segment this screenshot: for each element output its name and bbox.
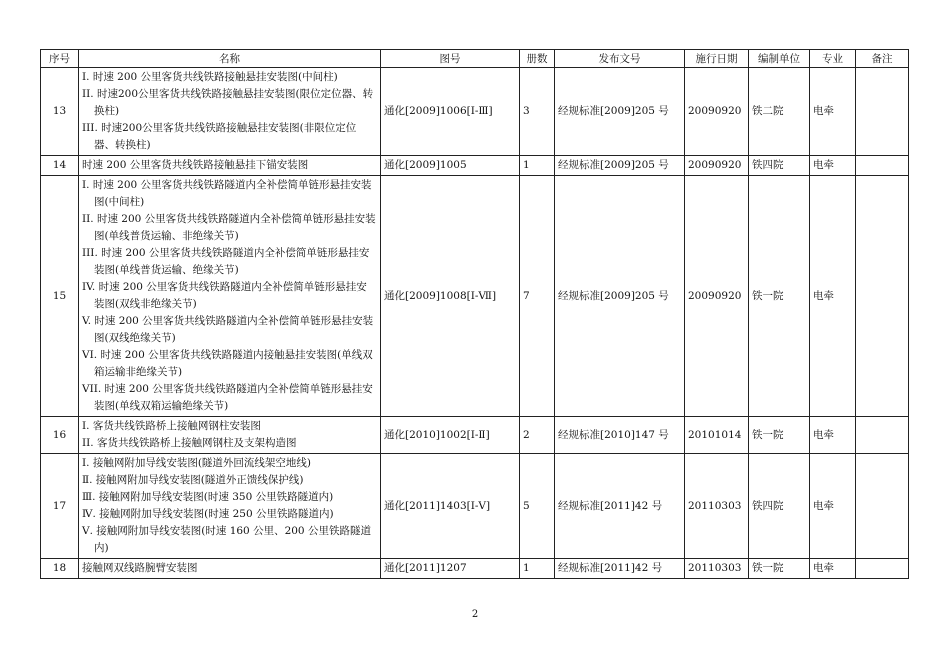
- cell-name: [79, 559, 381, 579]
- cell-doc: 经规标准[2009]205 号: [555, 68, 685, 156]
- cell-no: 18: [41, 559, 79, 579]
- cell-volumes: 5: [520, 454, 555, 559]
- cell-note: [856, 68, 909, 156]
- name-line: 接触网双线路腕臂安装图: [82, 562, 198, 574]
- cell-date: 20090920: [685, 156, 749, 176]
- cell-major: 电牵: [810, 68, 856, 156]
- cell-note: [856, 176, 909, 417]
- cell-drawing: 通化[2011]1403[Ⅰ-Ⅴ]: [381, 454, 520, 559]
- name-line: Ⅴ. 接触网附加导线安装图(时速 160 公里、200 公里铁路隧道内): [82, 525, 371, 554]
- table-row: [41, 176, 909, 417]
- name-line: VII. 时速 200 公里客货共线铁路隧道内全补偿简单链形悬挂安装图(单线双箱运输绝缘关节): [82, 383, 373, 412]
- cell-no: 15: [41, 176, 79, 417]
- cell-volumes: 3: [520, 68, 555, 156]
- cell-doc: 经规标准[2010]147 号: [555, 417, 685, 454]
- name-line: III. 时速 200 公里客货共线铁路隧道内全补偿简单链形悬挂安装图(单线普货运输、绝缘关节): [82, 247, 370, 276]
- cell-note: [856, 156, 909, 176]
- name-line: IV. 时速 200 公里客货共线铁路隧道内全补偿简单链形悬挂安装图(双线非绝缘关节): [82, 281, 367, 310]
- cell-name: [79, 176, 381, 417]
- name-line: Ⅳ. 接触网附加导线安装图(时速 250 公里铁路隧道内): [82, 508, 334, 520]
- header-volumes: 册数: [520, 50, 555, 68]
- header-doc: 发布文号: [555, 50, 685, 68]
- name-line: III. 时速200公里客货共线铁路接触悬挂安装图(非限位定位器、转换柱): [82, 122, 357, 151]
- cell-doc: 经规标准[2009]205 号: [555, 156, 685, 176]
- name-line: I. 客货共线铁路桥上接触网钢柱安装图: [82, 420, 261, 432]
- cell-name: [79, 417, 381, 454]
- cell-volumes: 2: [520, 417, 555, 454]
- table-row: [41, 68, 909, 156]
- cell-date: 20110303: [685, 559, 749, 579]
- cell-unit: 铁四院: [749, 156, 810, 176]
- cell-unit: 铁一院: [749, 559, 810, 579]
- name-line: II. 时速200公里客货共线铁路接触悬挂安装图(限位定位器、转换柱): [82, 88, 374, 117]
- cell-date: 20090920: [685, 176, 749, 417]
- header-name: 名称: [79, 50, 381, 68]
- name-line: VI. 时速 200 公里客货共线铁路隧道内接触悬挂安装图(单线双箱运输非绝缘关节): [82, 349, 373, 378]
- header-note: 备注: [856, 50, 909, 68]
- cell-drawing: 通化[2009]1006[Ⅰ-Ⅲ]: [381, 68, 520, 156]
- cell-unit: 铁一院: [749, 176, 810, 417]
- cell-volumes: 7: [520, 176, 555, 417]
- name-line: Ⅲ. 接触网附加导线安装图(时速 350 公里铁路隧道内): [82, 491, 334, 503]
- name-line: Ⅰ. 接触网附加导线安装图(隧道外回流线架空地线): [82, 457, 312, 469]
- table-row: [41, 454, 909, 559]
- cell-date: 20101014: [685, 417, 749, 454]
- name-line: II. 客货共线铁路桥上接触网钢柱及支架构造图: [82, 437, 297, 449]
- cell-unit: 铁二院: [749, 68, 810, 156]
- table-row: [41, 156, 909, 176]
- header-unit: 编制单位: [749, 50, 810, 68]
- cell-major: 电牵: [810, 454, 856, 559]
- cell-name: [79, 156, 381, 176]
- name-line: V. 时速 200 公里客货共线铁路隧道内全补偿简单链形悬挂安装图(双线绝缘关节): [82, 315, 374, 344]
- cell-no: 17: [41, 454, 79, 559]
- name-line: I. 时速 200 公里客货共线铁路隧道内全补偿简单链形悬挂安装图(中间柱): [82, 179, 372, 208]
- cell-unit: 铁四院: [749, 454, 810, 559]
- cell-name: [79, 454, 381, 559]
- cell-note: [856, 417, 909, 454]
- cell-volumes: 1: [520, 156, 555, 176]
- cell-drawing: 通化[2010]1002[Ⅰ-Ⅱ]: [381, 417, 520, 454]
- cell-major: 电牵: [810, 417, 856, 454]
- header-date: 施行日期: [685, 50, 749, 68]
- cell-note: [856, 559, 909, 579]
- cell-drawing: 通化[2009]1005: [381, 156, 520, 176]
- cell-note: [856, 454, 909, 559]
- name-line: II. 时速 200 公里客货共线铁路隧道内全补偿简单链形悬挂安装图(单线普货运输、非绝缘关节): [82, 213, 376, 242]
- cell-volumes: 1: [520, 559, 555, 579]
- name-line: 时速 200 公里客货共线铁路接触悬挂下锚安装图: [82, 159, 309, 171]
- cell-no: 13: [41, 68, 79, 156]
- cell-unit: 铁一院: [749, 417, 810, 454]
- standards-table: [40, 49, 909, 579]
- cell-date: 20090920: [685, 68, 749, 156]
- cell-drawing: 通化[2009]1008[Ⅰ-Ⅶ]: [381, 176, 520, 417]
- table-row: [41, 559, 909, 579]
- cell-major: 电牵: [810, 559, 856, 579]
- header-major: 专业: [810, 50, 856, 68]
- header-drawing: 图号: [381, 50, 520, 68]
- page-number: 2: [471, 609, 479, 620]
- cell-doc: 经规标准[2011]42 号: [555, 559, 685, 579]
- cell-drawing: 通化[2011]1207: [381, 559, 520, 579]
- cell-major: 电牵: [810, 156, 856, 176]
- header-row: [41, 50, 909, 68]
- name-line: Ⅱ. 接触网附加导线安装图(隧道外正馈线保护线): [82, 474, 304, 486]
- name-line: I. 时速 200 公里客货共线铁路接触悬挂安装图(中间柱): [82, 71, 338, 83]
- table-row: [41, 417, 909, 454]
- cell-no: 16: [41, 417, 79, 454]
- header-no: 序号: [41, 50, 79, 68]
- cell-doc: 经规标准[2011]42 号: [555, 454, 685, 559]
- cell-date: 20110303: [685, 454, 749, 559]
- cell-doc: 经规标准[2009]205 号: [555, 176, 685, 417]
- cell-no: 14: [41, 156, 79, 176]
- cell-name: [79, 68, 381, 156]
- cell-major: 电牵: [810, 176, 856, 417]
